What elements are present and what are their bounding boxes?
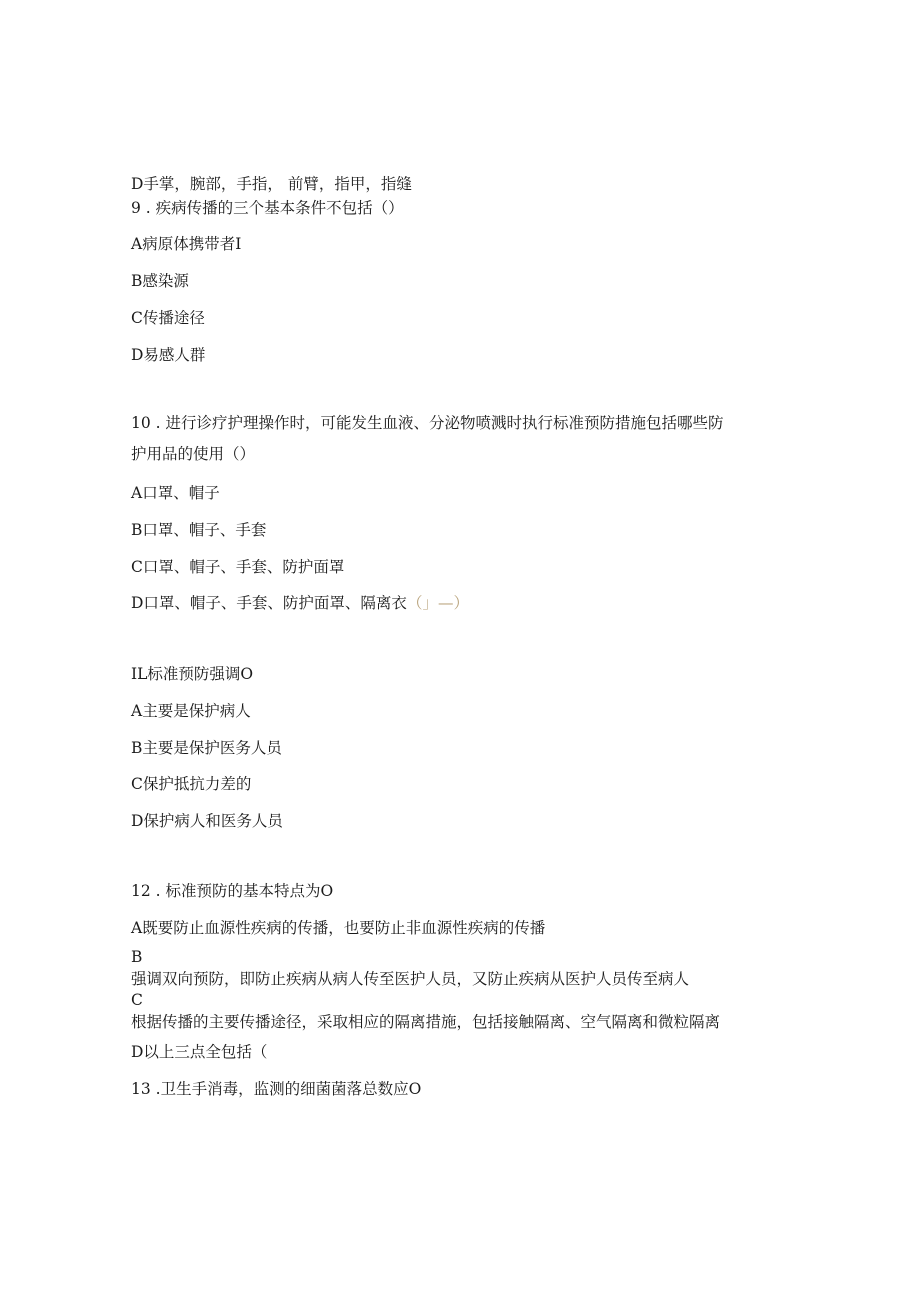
q12-option-b: 强调双向预防，即防止疾病从病人传至医护人员，又防止疾病从医护人员传至病人: [131, 970, 690, 988]
q9-option-b: B感染源: [131, 272, 189, 290]
q13-question: 13 .卫生手消毒，监测的细菌菌落总数应O: [131, 1080, 422, 1098]
q10-option-a: A口罩、帽子: [131, 484, 220, 502]
q11-option-a: A主要是保护病人: [131, 702, 251, 720]
q10-question-cont: 护用品的使用（）: [131, 445, 256, 463]
q10-option-c: C口罩、帽子、手套、防护面罩: [131, 558, 345, 576]
q11-question: IL标准预防强调O: [131, 665, 254, 683]
q9-option-c: C传播途径: [131, 309, 205, 327]
q9-option-a: A病原体携带者I: [131, 235, 242, 253]
q11-option-c: C保护抵抗力差的: [131, 775, 252, 793]
q12-option-c-label: C: [131, 991, 143, 1009]
q9-option-d: D易感人群: [131, 346, 206, 364]
q12-option-d: D以上三点全包括（: [131, 1043, 268, 1061]
q9-question: 9 . 疾病传播的三个基本条件不包括（）: [131, 199, 404, 217]
q12-option-c: 根据传播的主要传播途径，采取相应的隔离措施，包括接触隔离、空气隔离和微粒隔离: [131, 1013, 721, 1031]
q10-option-d: [131, 593, 469, 613]
q11-option-d: D保护病人和医务人员: [131, 812, 283, 830]
q8-option-d: D手掌，腕部，手指， 前臂，指甲，指缝: [131, 175, 412, 193]
q12-question: 12 . 标准预防的基本特点为O: [131, 882, 334, 900]
q10-option-d-faint-mark: （」—）: [406, 594, 469, 612]
q12-option-a: A既要防止血源性疾病的传播，也要防止非血源性疾病的传播: [131, 919, 546, 937]
q10-question: 10 . 进行诊疗护理操作时，可能发生血液、分泌物喷溅时执行标准预防措施包括哪些防: [131, 414, 724, 432]
q12-option-b-label: B: [131, 948, 143, 966]
q10-option-b: B口罩、帽子、手套: [131, 521, 267, 539]
q10-option-d-text: D口罩、帽子、手套、防护面罩、隔离衣: [131, 594, 407, 612]
q11-option-b: B主要是保护医务人员: [131, 739, 282, 757]
